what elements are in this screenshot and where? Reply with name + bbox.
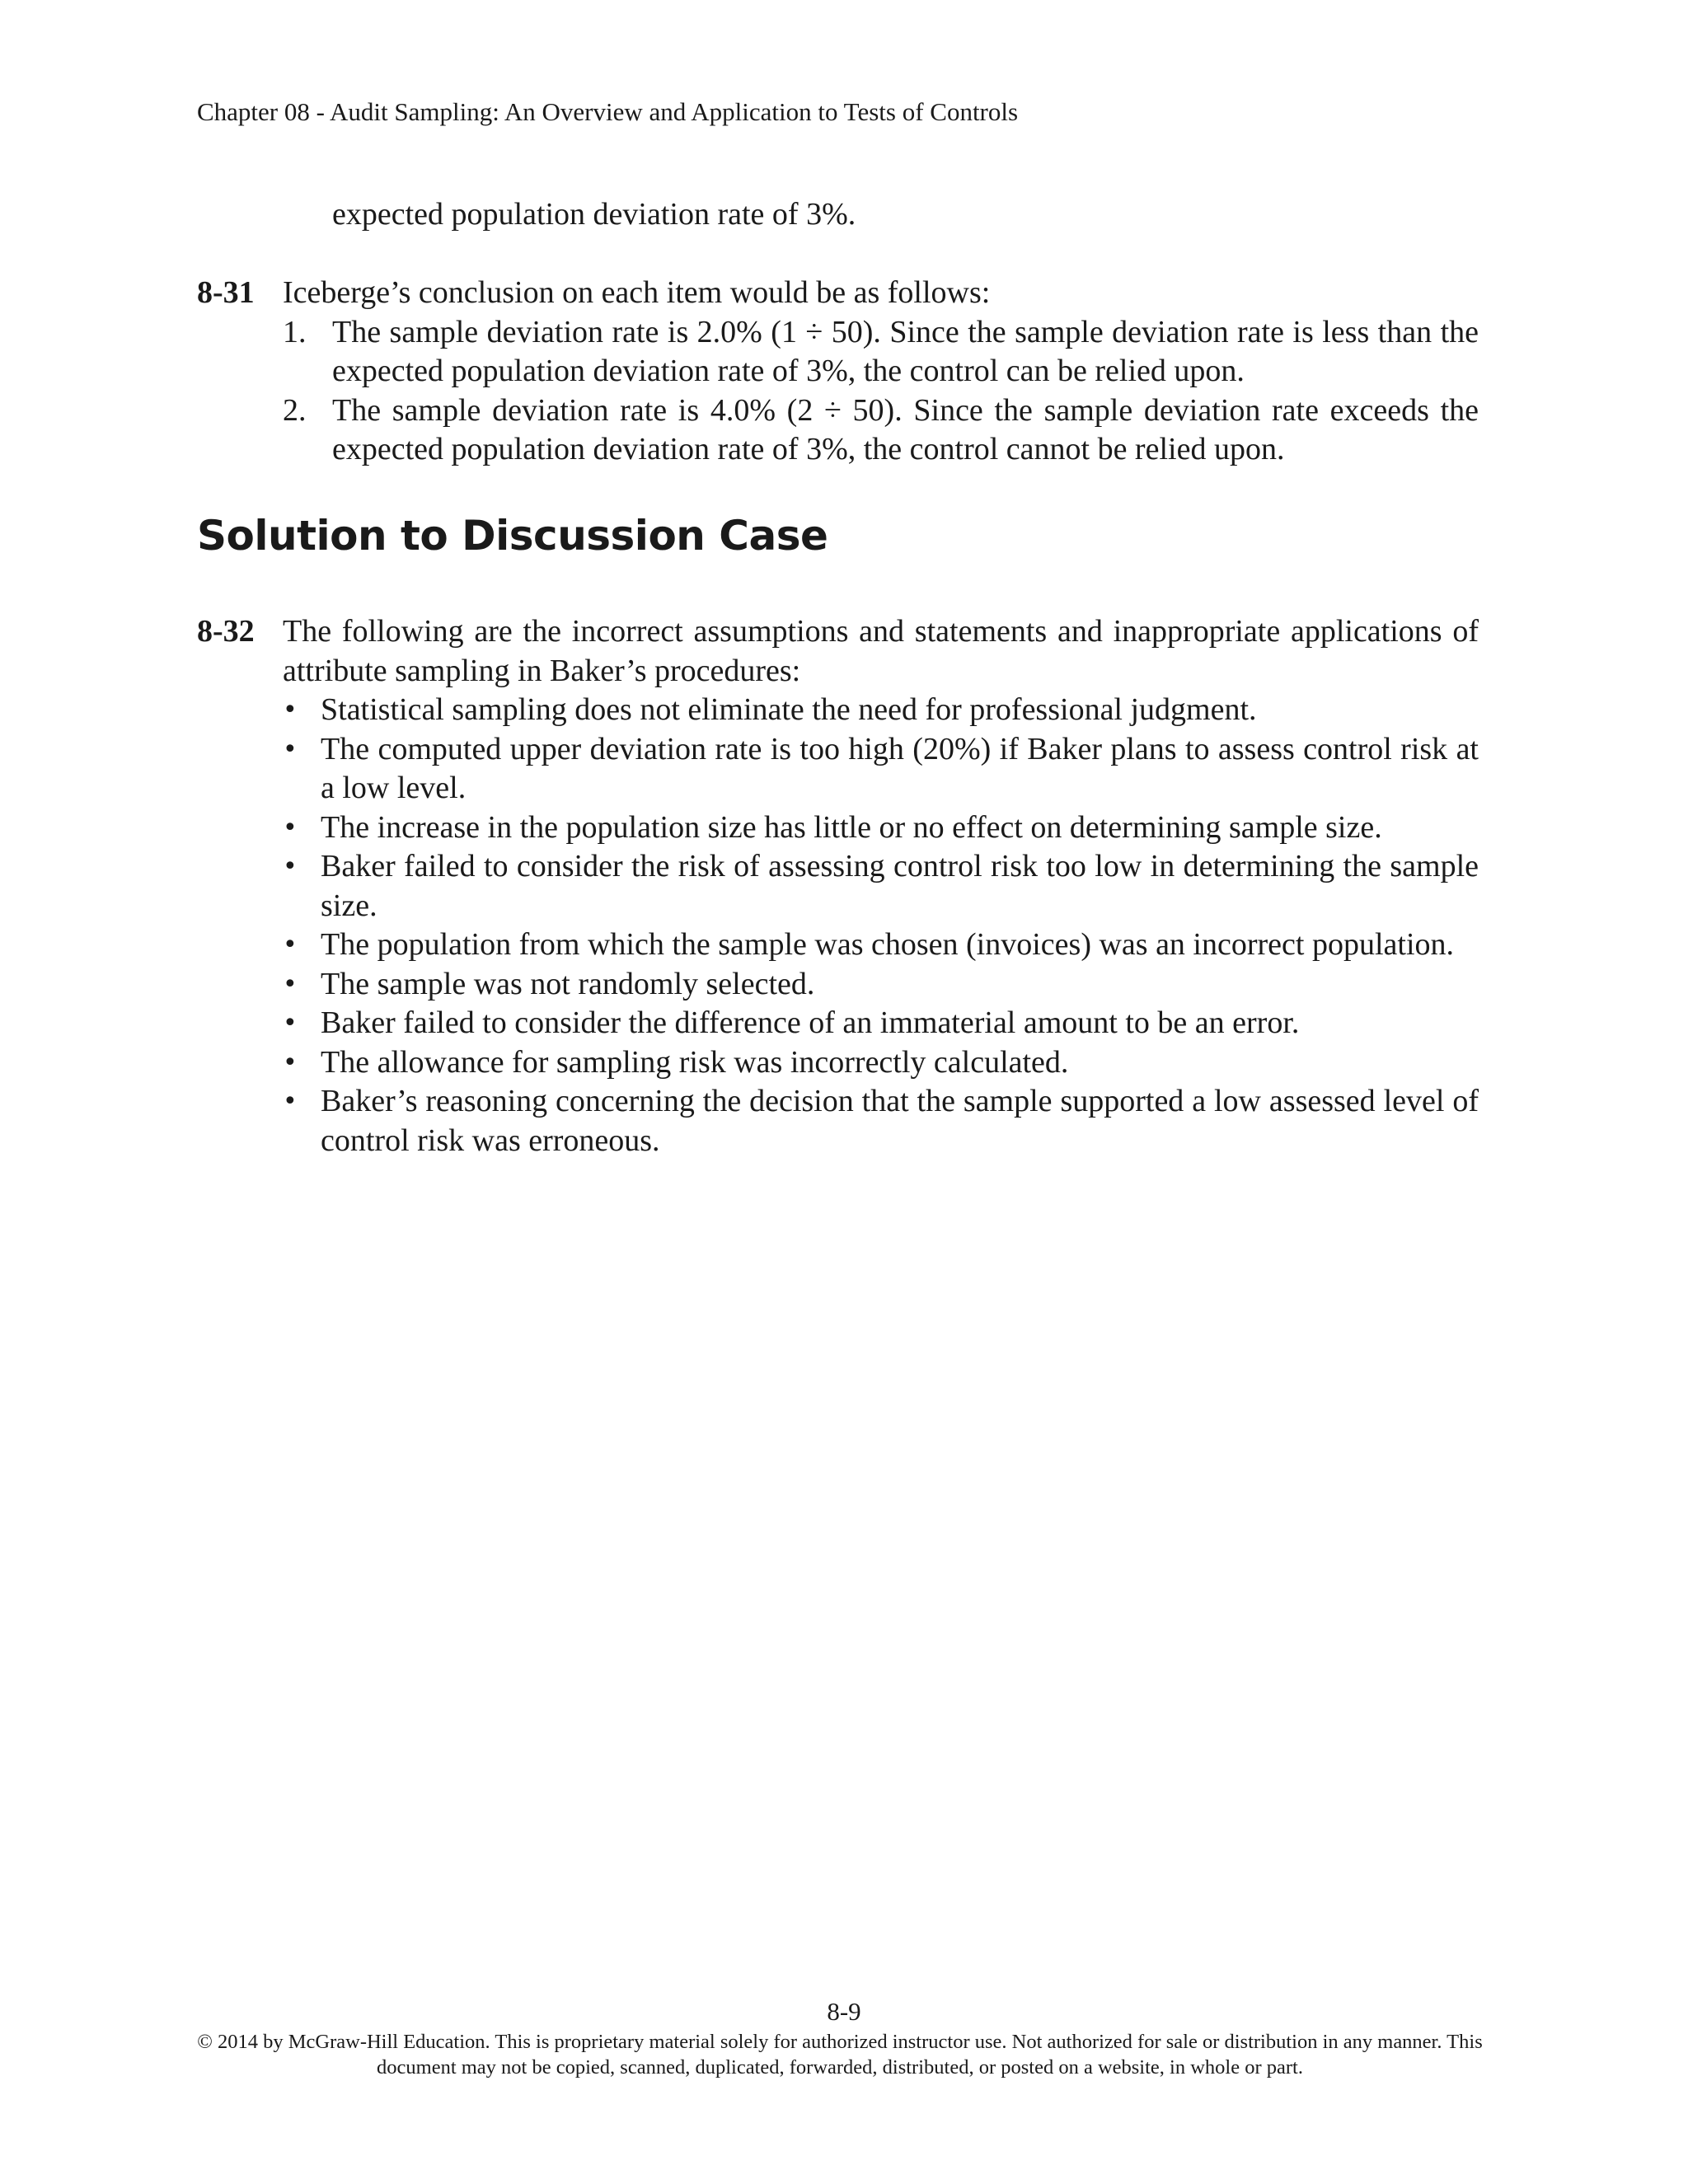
list-item bbox=[197, 808, 1479, 848]
problem-8-32 bbox=[197, 612, 1479, 1160]
list-item bbox=[197, 691, 1479, 730]
problem-intro: Iceberge’s conclusion on each item would be as follows: bbox=[283, 275, 991, 310]
item-text: The computed upper deviation rate is too high (20%) if Baker plans to assess control risk at a low level. bbox=[321, 731, 1479, 805]
bullet-list bbox=[197, 691, 1479, 1160]
list-item bbox=[197, 391, 1479, 470]
page-number: 8-9 bbox=[827, 1997, 861, 2026]
problem-intro: The following are the incorrect assumptions and statements and inappropriate applications of attribute sampling in Baker’s procedures: bbox=[283, 614, 1479, 688]
bullet-icon: • bbox=[283, 852, 298, 881]
bullet-icon: • bbox=[283, 813, 298, 842]
bullet-icon: • bbox=[283, 1087, 298, 1116]
list-item bbox=[197, 847, 1479, 926]
chapter-header: Chapter 08 - Audit Sampling: An Overview and Application to Tests of Controls bbox=[197, 97, 1019, 126]
item-text: Baker’s reasoning concerning the decision that the sample supported a low assessed level of control risk was erroneous. bbox=[321, 1084, 1479, 1158]
problem-number: 8-32 bbox=[197, 614, 255, 649]
list-item bbox=[197, 730, 1479, 808]
item-text: The population from which the sample was chosen (invoices) was an incorrect population. bbox=[321, 927, 1454, 962]
item-text: Statistical sampling does not eliminate the need for professional judgment. bbox=[321, 692, 1257, 727]
bullet-icon: • bbox=[283, 930, 298, 959]
numbered-list bbox=[197, 313, 1479, 470]
item-number: 1. bbox=[283, 314, 307, 349]
list-item bbox=[197, 313, 1479, 391]
item-text: Baker failed to consider the risk of assessing control risk too low in determining the sample size. bbox=[321, 849, 1479, 923]
item-text: Baker failed to consider the difference of an immaterial amount to be an error. bbox=[321, 1005, 1300, 1040]
bullet-icon: • bbox=[283, 1009, 298, 1038]
list-item bbox=[197, 1004, 1479, 1043]
list-item bbox=[197, 926, 1479, 965]
item-number: 2. bbox=[283, 392, 307, 428]
item-text: The sample deviation rate is 4.0% (2 ÷ 50). Since the sample deviation rate exceeds the expected population deviation rate of 3%, the control cannot be relied upon. bbox=[332, 392, 1479, 466]
list-item bbox=[197, 965, 1479, 1005]
bullet-icon: • bbox=[283, 696, 298, 724]
bullet-icon: • bbox=[283, 1047, 298, 1077]
continuation-text: expected population deviation rate of 3%. bbox=[332, 197, 856, 232]
section-heading: Solution to Discussion Case bbox=[197, 512, 828, 560]
item-text: The increase in the population size has little or no effect on determining sample size. bbox=[321, 809, 1382, 845]
item-text: The allowance for sampling risk was incorrectly calculated. bbox=[321, 1044, 1069, 1080]
list-item bbox=[197, 1043, 1479, 1083]
problem-number: 8-31 bbox=[197, 275, 255, 310]
item-text: The sample was not randomly selected. bbox=[321, 966, 815, 1001]
problem-8-31 bbox=[197, 274, 1479, 470]
list-item bbox=[197, 1082, 1479, 1160]
copyright-notice: © 2014 by McGraw-Hill Education. This is proprietary material solely for authorized instructor use. Not authorized for sale or distribution in any manner. This document may not be copied, scanned, duplicated, forwarded, distributed, or posted on a website, in whole or part. bbox=[197, 2031, 1483, 2079]
bullet-icon: • bbox=[283, 734, 298, 764]
bullet-icon: • bbox=[283, 969, 298, 999]
item-text: The sample deviation rate is 2.0% (1 ÷ 50). Since the sample deviation rate is less than the expected population deviation rate of 3%, the control can be relied upon. bbox=[332, 314, 1479, 388]
